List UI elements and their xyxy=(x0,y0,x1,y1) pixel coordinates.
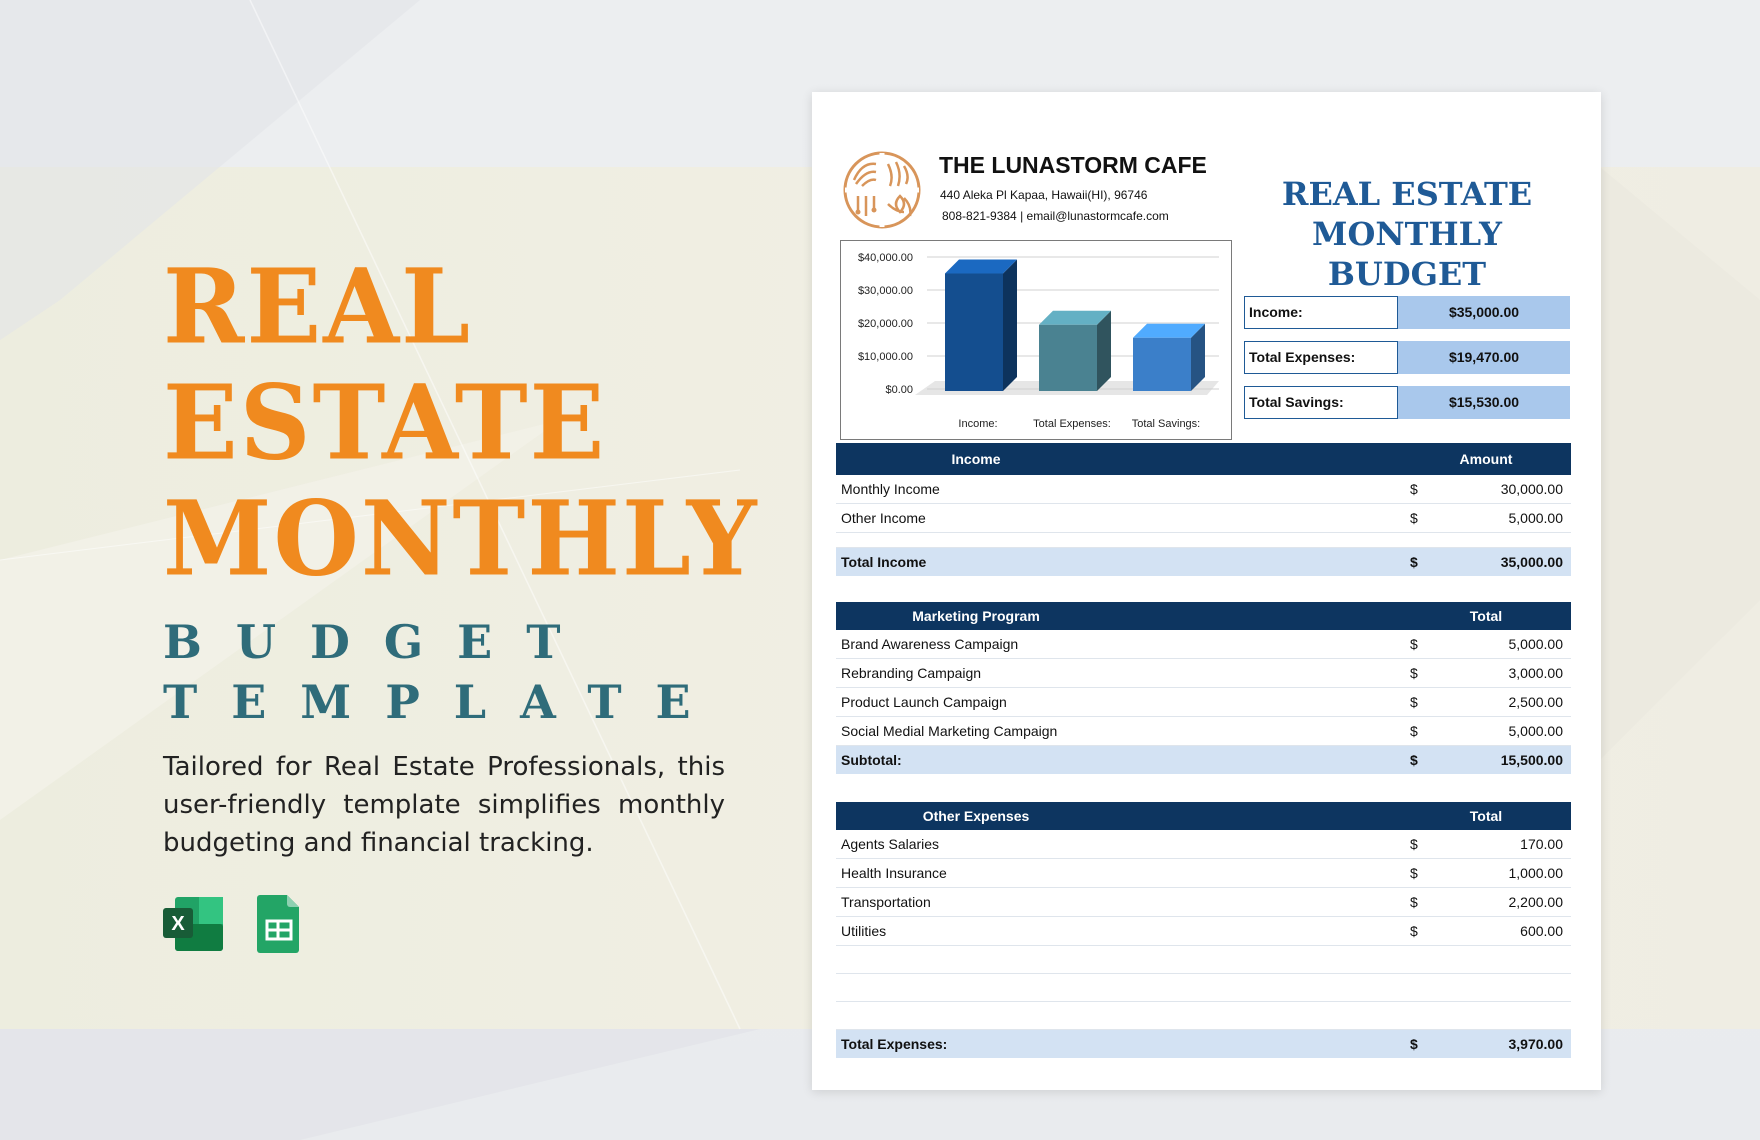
row-currency: $ xyxy=(1410,723,1418,739)
hero-line-real: REAL xyxy=(163,247,473,368)
hero-line-estate: ESTATE xyxy=(163,363,607,484)
summary-row-income xyxy=(1244,296,1570,329)
company-name: THE LUNASTORM CAFE xyxy=(939,152,1207,178)
row-label: Health Insurance xyxy=(841,865,947,881)
chart-bar-side xyxy=(1097,311,1111,391)
document-title-line1: REAL ESTATE xyxy=(1281,175,1533,213)
chart-bar xyxy=(1133,338,1191,391)
table-row xyxy=(836,688,1571,717)
row-label: Brand Awareness Campaign xyxy=(841,636,1019,652)
summary-label: Total Expenses: xyxy=(1244,341,1398,374)
chart-svg xyxy=(841,241,1231,439)
table-row xyxy=(836,917,1571,946)
row-currency: $ xyxy=(1410,665,1418,681)
row-amount: 5,000.00 xyxy=(1508,510,1563,526)
total-amount: 3,970.00 xyxy=(1508,1036,1563,1052)
table-row xyxy=(836,504,1571,533)
header-other-expenses: Other Expenses xyxy=(922,808,1030,824)
table-header xyxy=(836,802,1571,830)
chart-y-tick-label: $30,000.00 xyxy=(857,285,913,297)
hero-title xyxy=(163,247,763,732)
total-label: Total Income xyxy=(841,554,927,570)
document-title xyxy=(1232,174,1582,294)
summary-value: $15,530.00 xyxy=(1398,386,1570,419)
table-row xyxy=(836,630,1571,659)
summary-row-expenses xyxy=(1244,341,1570,374)
excel-glyph: X xyxy=(171,913,185,935)
row-amount: 5,000.00 xyxy=(1508,723,1563,739)
table-row xyxy=(836,830,1571,859)
row-amount: 600.00 xyxy=(1520,923,1563,939)
row-currency: $ xyxy=(1410,923,1418,939)
row-label: Rebranding Campaign xyxy=(841,665,982,681)
header-amount: Amount xyxy=(1459,451,1513,467)
company-contact: 808-821-9384 | email@lunastormcafe.com xyxy=(942,209,1169,223)
row-amount: 2,500.00 xyxy=(1508,694,1563,710)
table-row-empty xyxy=(836,946,1571,974)
table-row xyxy=(836,475,1571,504)
budget-document xyxy=(812,92,1601,1090)
header-income: Income xyxy=(951,451,1001,467)
summary-value: $19,470.00 xyxy=(1398,341,1570,374)
table-header xyxy=(836,443,1571,475)
company-address: 440 Aleka Pl Kapaa, Hawaii(HI), 96746 xyxy=(940,188,1148,202)
income-table xyxy=(836,443,1571,576)
total-currency: $ xyxy=(1410,1036,1418,1052)
row-currency: $ xyxy=(1410,694,1418,710)
chart-y-tick-label: $40,000.00 xyxy=(857,252,913,264)
row-currency: $ xyxy=(1410,636,1418,652)
table-total-row xyxy=(836,746,1571,774)
row-label: Social Medial Marketing Campaign xyxy=(841,723,1058,739)
other-expenses-table xyxy=(836,802,1571,1058)
total-label: Total Expenses: xyxy=(841,1036,948,1052)
summary-chart xyxy=(840,240,1232,440)
chart-bar xyxy=(945,274,1003,392)
row-currency: $ xyxy=(1410,510,1418,526)
summary-panel xyxy=(1244,296,1570,431)
table-row-empty xyxy=(836,533,1571,548)
row-currency: $ xyxy=(1410,481,1418,497)
hero-description: Tailored for Real Estate Professionals, this user-friendly template simplifies monthly budgeting and financial tracking. xyxy=(163,752,725,858)
row-label: Transportation xyxy=(841,894,931,910)
app-icons xyxy=(163,895,319,953)
chart-x-tick-label: Total Expenses: xyxy=(1033,418,1111,430)
document-title-line2: MONTHLY BUDGET xyxy=(1312,215,1502,293)
table-row xyxy=(836,717,1571,746)
summary-value: $35,000.00 xyxy=(1398,296,1570,329)
row-amount: 30,000.00 xyxy=(1500,481,1563,497)
table-header xyxy=(836,602,1571,630)
table-row xyxy=(836,859,1571,888)
row-amount: 170.00 xyxy=(1520,836,1563,852)
row-currency: $ xyxy=(1410,836,1418,852)
summary-label: Total Savings: xyxy=(1244,386,1398,419)
hero-line-budget: BUDGET xyxy=(163,615,595,669)
table-row xyxy=(836,659,1571,688)
table-row xyxy=(836,888,1571,917)
row-label: Product Launch Campaign xyxy=(841,694,1007,710)
row-amount: 5,000.00 xyxy=(1508,636,1563,652)
chart-x-tick-label: Total Savings: xyxy=(1131,418,1201,430)
row-label: Monthly Income xyxy=(841,481,940,497)
row-amount: 1,000.00 xyxy=(1508,865,1563,881)
hero-line-monthly: MONTHLY xyxy=(163,479,759,600)
total-currency: $ xyxy=(1410,554,1418,570)
table-row-empty xyxy=(836,1002,1571,1030)
google-sheets-icon[interactable] xyxy=(257,895,319,953)
header-total: Total xyxy=(1469,608,1503,624)
chart-bar xyxy=(1039,325,1097,391)
row-amount: 3,000.00 xyxy=(1508,665,1563,681)
row-label: Agents Salaries xyxy=(841,836,940,852)
summary-label: Income: xyxy=(1244,296,1398,329)
cafe-logo-icon xyxy=(842,150,922,230)
total-amount: 35,000.00 xyxy=(1500,554,1563,570)
excel-icon[interactable] xyxy=(163,895,225,953)
row-label: Utilities xyxy=(841,923,887,939)
header-marketing-program: Marketing Program xyxy=(912,608,1040,624)
total-amount: 15,500.00 xyxy=(1500,752,1563,768)
chart-y-tick-label: $20,000.00 xyxy=(857,318,913,330)
chart-y-tick-label: $10,000.00 xyxy=(857,351,913,363)
table-row-empty xyxy=(836,974,1571,1002)
chart-bar-side xyxy=(1003,260,1017,392)
table-total-row xyxy=(836,1030,1571,1058)
chart-x-tick-label: Income: xyxy=(958,418,998,430)
total-currency: $ xyxy=(1410,752,1418,768)
header-total: Total xyxy=(1469,808,1503,824)
row-amount: 2,200.00 xyxy=(1508,894,1563,910)
chart-y-tick-label: $0.00 xyxy=(885,384,913,396)
row-label: Other Income xyxy=(841,510,926,526)
row-currency: $ xyxy=(1410,894,1418,910)
marketing-table xyxy=(836,602,1571,774)
total-label: Subtotal: xyxy=(841,752,902,768)
table-total-row xyxy=(836,548,1571,576)
hero-line-template: TEMPLATE xyxy=(163,675,725,729)
summary-row-savings xyxy=(1244,386,1570,419)
row-currency: $ xyxy=(1410,865,1418,881)
